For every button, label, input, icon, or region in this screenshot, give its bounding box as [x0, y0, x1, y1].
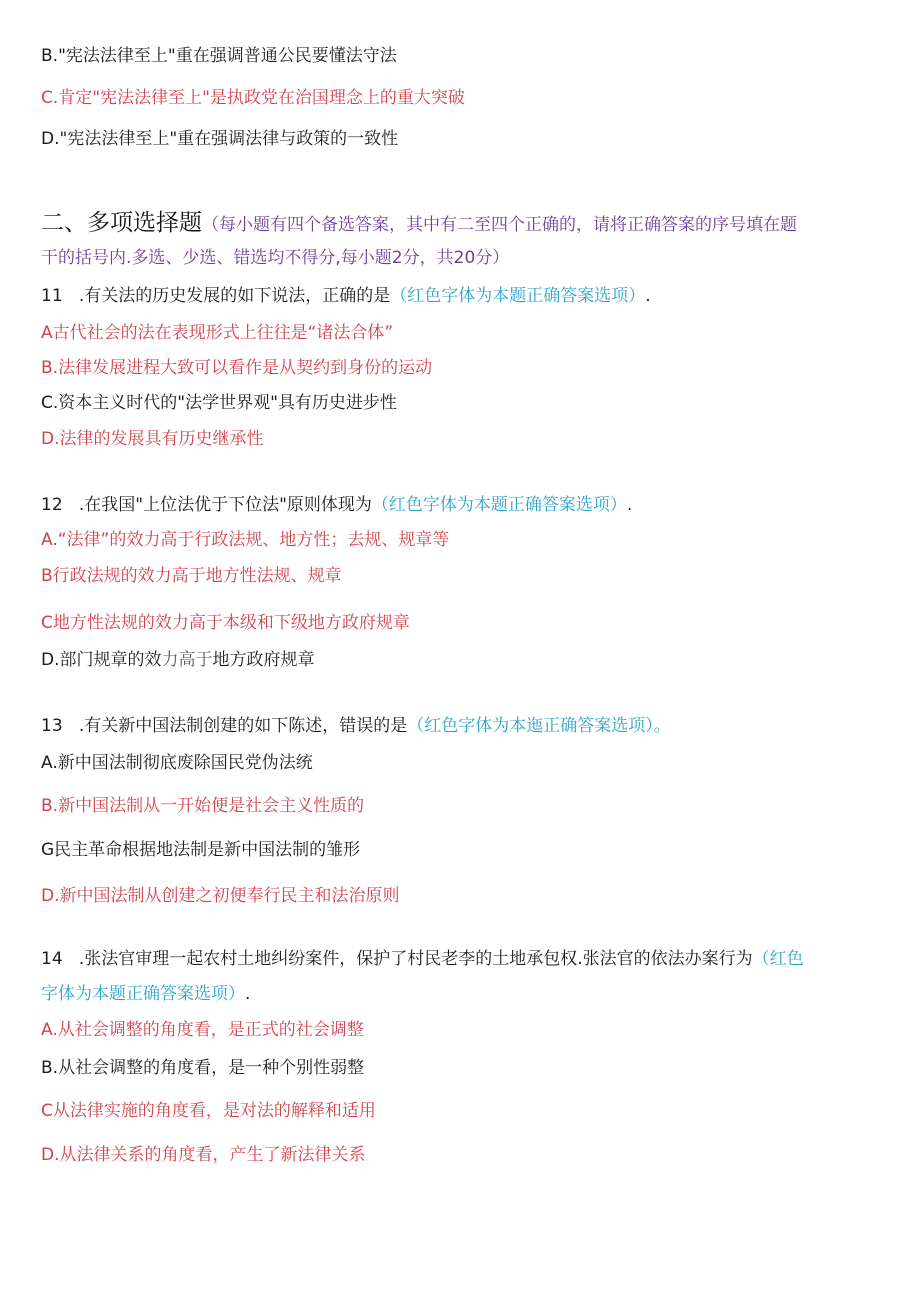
- q12-option-a: A.“法律”的效力高于行政法规、地方性；去规、规章等: [41, 530, 450, 550]
- question-hint: （红色字体为本题正确答案选项）: [371, 495, 627, 515]
- option-c-prev: C.肯定"宪法法律至上"是执政党在治国理念上的重大突破: [41, 88, 465, 108]
- q14-option-a: A.从社会调整的角度看，是正式的社会调整: [41, 1020, 364, 1040]
- option-text: 地方政府规章: [212, 650, 315, 670]
- q14-option-d: D.从法律关系的角度看，产生了新法律关系: [41, 1145, 366, 1165]
- question-end: .: [626, 495, 633, 515]
- question-11: [41, 285, 651, 307]
- question-stem: 13 .有关新中国法制创建的如下陈述，错误的是: [41, 716, 408, 736]
- question-end: 。: [653, 716, 671, 736]
- q13-option-c: G民主革命根据地法制是新中国法制的雏形: [41, 840, 361, 860]
- question-hint: （红色字体为本题正确答案选项）: [390, 286, 646, 306]
- q12-option-b: B行政法规的效力高于地方性法规、规章: [41, 566, 342, 586]
- q11-option-d: D.法律的发展具有历史继承性: [41, 429, 264, 449]
- section-title: 二、多项选择题: [41, 210, 202, 236]
- section-heading: [41, 212, 797, 236]
- question-stem: 14 .张法官审理一起农村土地纠纷案件，保护了村民老李的土地承包权.张法官的依法办案行为: [41, 949, 753, 969]
- q12-option-c: C地方性法规的效力高于本级和下级地方政府规章: [41, 613, 410, 633]
- option-b-prev: B."宪法法律至上"重在强调普通公民要懂法守法: [41, 46, 397, 66]
- question-end: .: [245, 984, 251, 1004]
- section-note: （每小题有四个备选答案，其中有二至四个正确的，请将正确答案的序号填在题: [202, 215, 797, 235]
- question-12: [41, 494, 632, 516]
- q14-option-c: C从法律实施的角度看，是对法的解释和适用: [41, 1101, 376, 1121]
- q11-option-a: A古代社会的法在表现形式上往往是“诸法合体”: [41, 323, 394, 343]
- question-end: .: [645, 286, 651, 306]
- option-d-prev: D."宪法法律至上"重在强调法律与政策的一致性: [41, 129, 399, 149]
- section-note-cont: 干的括号内.多选、少选、错选均不得分,每小题2分，共20分）: [41, 248, 510, 268]
- question-stem: 11 .有关法的历史发展的如下说法，正确的是: [41, 286, 391, 306]
- question-13: [41, 715, 671, 737]
- question-stem: 12 .在我国"上位法优于下位法"原则体现为: [41, 495, 372, 515]
- question-hint: 字体为本题正确答案选项）: [41, 984, 245, 1004]
- question-14: [41, 948, 804, 970]
- q11-option-b: B.法律发展进程大致可以看作是从契约到身份的运动: [41, 358, 433, 378]
- option-text: 力高于: [161, 650, 213, 670]
- question-hint: （红色: [752, 949, 804, 969]
- q13-option-d: D.新中国法制从创建之初便奉行民主和法治原则: [41, 886, 400, 906]
- question-14-cont: [41, 983, 250, 1005]
- q13-option-b: B.新中国法制从一开始便是社会主义性质的: [41, 796, 365, 816]
- q12-option-d: [41, 649, 315, 671]
- q13-option-a: A.新中国法制彻底废除国民党伪法统: [41, 753, 313, 773]
- option-text: D.部门规章的效: [41, 650, 162, 670]
- q11-option-c: C.资本主义时代的"法学世界观"具有历史进步性: [41, 393, 397, 413]
- q14-option-b: B.从社会调整的角度看，是一种个别性弱整: [41, 1058, 365, 1078]
- question-hint: （红色字体为本迤正确答案选项）: [407, 716, 654, 736]
